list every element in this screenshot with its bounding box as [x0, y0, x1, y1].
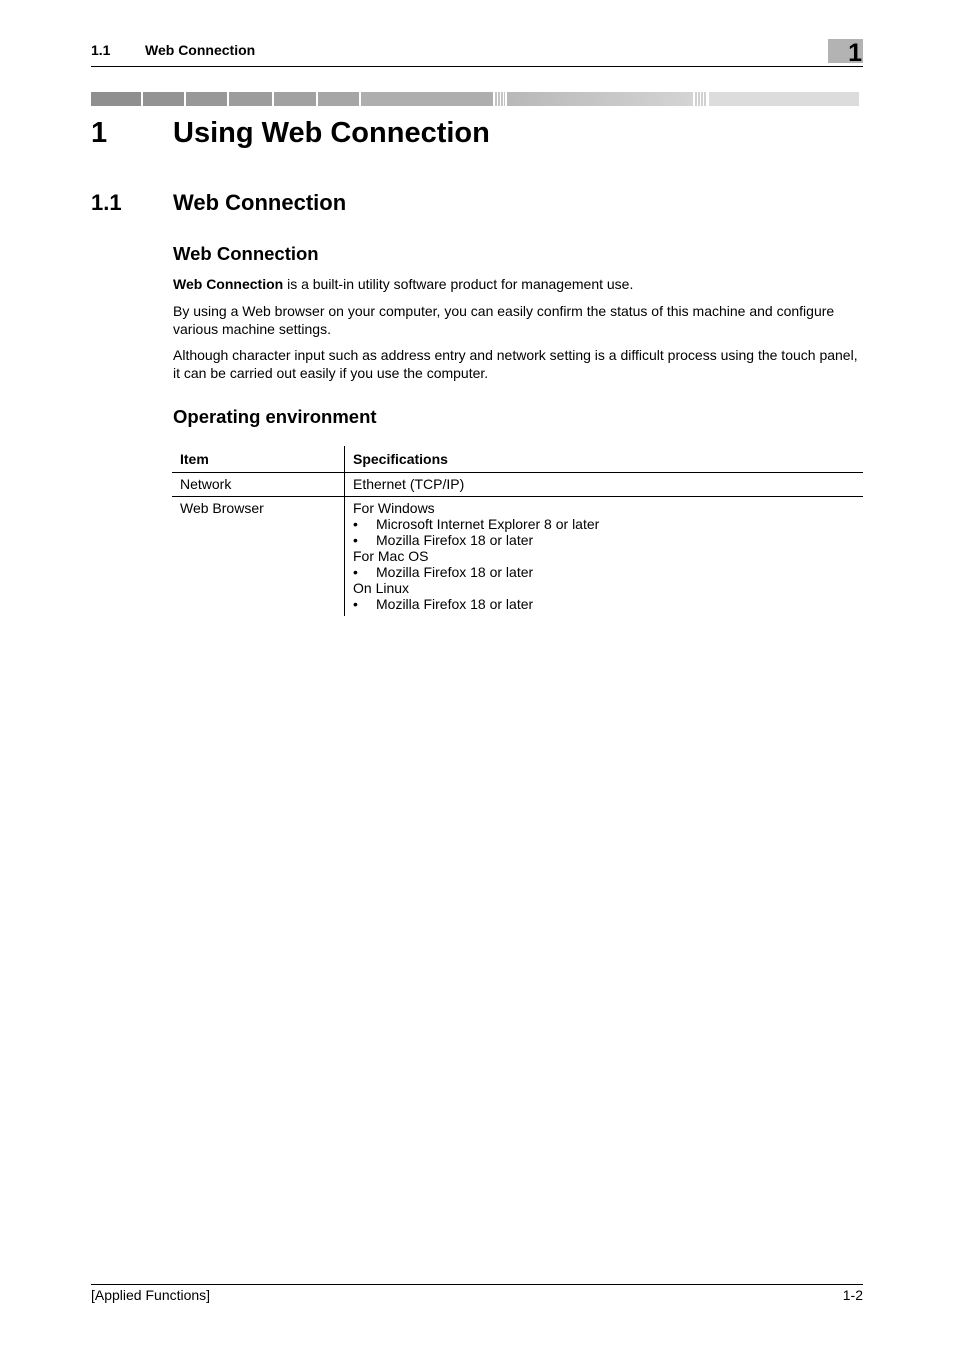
- spec-line-text: For Mac OS: [353, 548, 429, 564]
- decorative-bar-segment: [695, 92, 707, 106]
- chapter-heading: [91, 117, 490, 150]
- paragraph-browser-usage: By using a Web browser on your computer, you can easily confirm the status of this machine and configure various machine settings.: [173, 303, 835, 337]
- bullet-icon: •: [353, 596, 358, 612]
- decorative-bar-segment: [229, 92, 272, 106]
- decorative-bar-segment: [274, 92, 316, 106]
- header-section-title: Web Connection: [145, 42, 256, 58]
- section-number: 1.1: [91, 190, 122, 215]
- subsection-heading-web-connection: Web Connection: [173, 243, 319, 264]
- bullet-item: [353, 596, 855, 612]
- os-heading: [353, 548, 855, 564]
- spec-line-text: Microsoft Internet Explorer 8 or later: [376, 516, 600, 532]
- bullet-item: [353, 516, 855, 532]
- decorative-bar-segment: [709, 92, 859, 106]
- column-header-item: Item: [172, 446, 345, 473]
- section-heading: [91, 190, 346, 216]
- row-spec-network: Ethernet (TCP/IP): [345, 473, 864, 497]
- table-row: [172, 497, 863, 617]
- section-title: Web Connection: [173, 190, 347, 215]
- spec-line-text: Mozilla Firefox 18 or later: [376, 564, 534, 580]
- table-row: [172, 473, 863, 497]
- decorative-bar-segment: [318, 92, 359, 106]
- os-heading: [353, 500, 855, 516]
- browser-spec-list: [353, 500, 855, 612]
- spec-line-text: On Linux: [353, 580, 410, 596]
- row-item-network: Network: [172, 473, 345, 497]
- decorative-bar-segment: [507, 92, 693, 106]
- decorative-bar-segment: [361, 92, 493, 106]
- bullet-icon: •: [353, 564, 358, 580]
- row-item-web-browser: Web Browser: [172, 497, 345, 617]
- decorative-bar-segment: [186, 92, 227, 106]
- spec-line-text: For Windows: [353, 500, 435, 516]
- subsection-heading-operating-environment: Operating environment: [173, 406, 377, 427]
- intro-text: is a built-in utility software product for management use.: [283, 276, 634, 292]
- chapter-title: Using Web Connection: [173, 117, 490, 149]
- product-name: Web Connection: [173, 276, 284, 292]
- header-section-number: 1.1: [91, 42, 111, 58]
- page-footer: [91, 1284, 863, 1303]
- os-heading: [353, 580, 855, 596]
- chapter-number: 1: [91, 117, 108, 149]
- bullet-item: [353, 564, 855, 580]
- operating-environment-table: [172, 446, 863, 616]
- paragraph-intro: [173, 276, 863, 294]
- spec-line-text: Mozilla Firefox 18 or later: [376, 596, 534, 612]
- decorative-bar-segment: [143, 92, 184, 106]
- row-spec-web-browser: [345, 497, 864, 617]
- page-header: [91, 40, 863, 67]
- table-header-row: [172, 446, 863, 473]
- column-header-specifications: Specifications: [345, 446, 864, 473]
- bullet-item: [353, 532, 855, 548]
- decorative-bar: [91, 92, 863, 106]
- paragraph-character-input: Although character input such as address entry and network setting is a difficult process using the touch panel, it can be carried out easily if you use the computer.: [173, 347, 858, 381]
- footer-page-number: 1-2: [842, 1287, 863, 1303]
- bullet-icon: •: [353, 532, 358, 548]
- spec-line-text: Mozilla Firefox 18 or later: [376, 532, 534, 548]
- decorative-bar-segment: [495, 92, 505, 106]
- decorative-bar-segment: [91, 92, 141, 106]
- chapter-tab: 1: [828, 39, 863, 63]
- footer-manual-title: [Applied Functions]: [91, 1287, 211, 1303]
- bullet-icon: •: [353, 516, 358, 532]
